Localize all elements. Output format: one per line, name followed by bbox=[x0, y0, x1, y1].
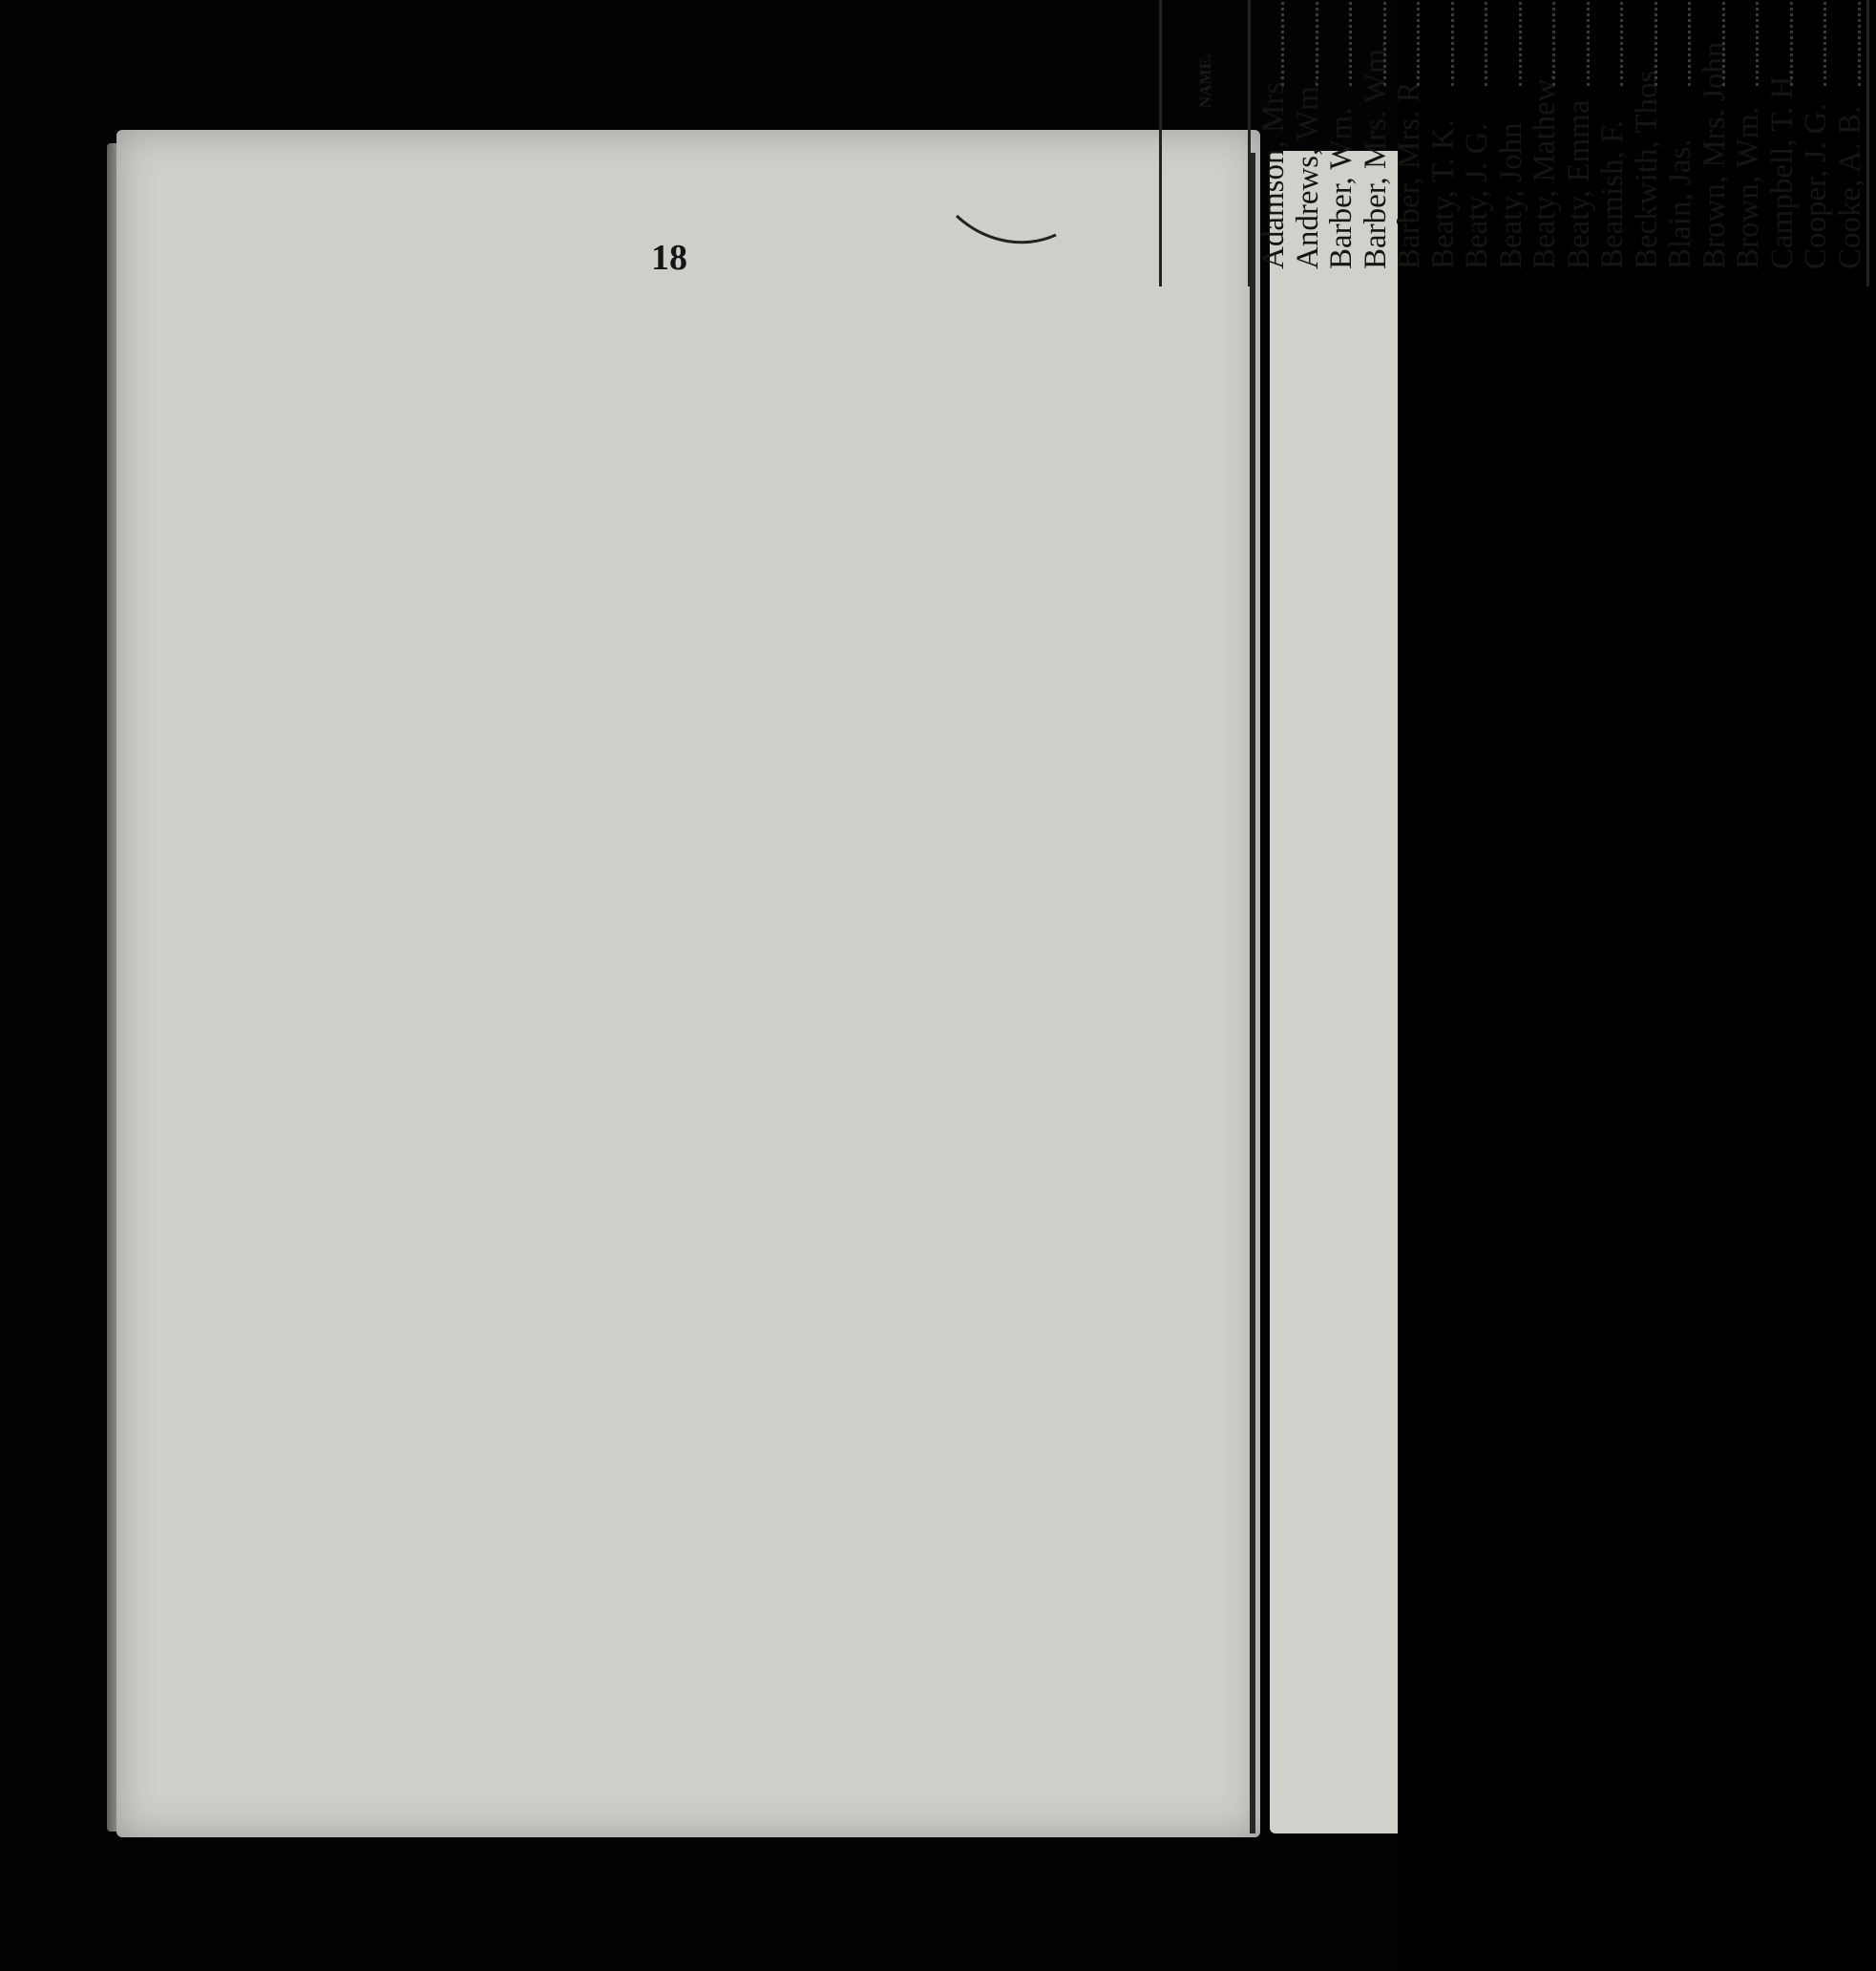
dot-leader bbox=[1281, 0, 1284, 86]
table-row bbox=[1459, 0, 1494, 286]
table-row bbox=[1798, 0, 1833, 286]
table-row bbox=[1697, 0, 1732, 286]
right-page bbox=[1270, 151, 1398, 1833]
table-row bbox=[1561, 0, 1596, 286]
contributor-name: Cooke, A. B. bbox=[1832, 105, 1867, 269]
table-row bbox=[1832, 0, 1867, 286]
cell-name bbox=[1323, 0, 1359, 286]
dot-leader bbox=[1316, 0, 1318, 86]
dot-leader bbox=[1349, 0, 1352, 86]
dot-leader bbox=[1655, 0, 1657, 86]
cell-name bbox=[1255, 0, 1291, 286]
contributor-name: Blain, Jas. bbox=[1663, 138, 1697, 269]
contributor-name: Barber, Mrs. Wm. bbox=[1358, 40, 1393, 269]
cell-name bbox=[1594, 0, 1630, 286]
table-row bbox=[1527, 0, 1562, 286]
dot-leader bbox=[1552, 0, 1555, 86]
table-row bbox=[1594, 0, 1630, 286]
contributor-name: Beckwith, Thos. bbox=[1629, 62, 1664, 269]
dot-leader bbox=[1756, 0, 1759, 86]
contributor-name: Barber, Mrs. R. bbox=[1392, 74, 1426, 269]
table-row bbox=[1255, 0, 1291, 286]
table-row bbox=[1629, 0, 1664, 286]
contributor-name: Beaty, T. K. bbox=[1425, 118, 1461, 269]
cell-name bbox=[1832, 0, 1867, 286]
cell-name bbox=[1459, 0, 1494, 286]
dot-leader bbox=[1485, 0, 1487, 86]
contributor-name: Beaty, Emma bbox=[1561, 99, 1596, 269]
book-gutter bbox=[1250, 153, 1255, 1833]
table-row bbox=[1290, 0, 1325, 286]
contributor-name: Adamson, Mrs. bbox=[1256, 74, 1291, 269]
contributor-name: Brown, Mrs. John bbox=[1697, 41, 1732, 269]
dot-leader bbox=[1383, 0, 1386, 86]
cell-name bbox=[1798, 0, 1833, 286]
cell-name bbox=[1425, 0, 1461, 286]
contributor-name: Barber, Wm. bbox=[1324, 107, 1359, 269]
table-row bbox=[1391, 0, 1426, 286]
contributions-table-frame bbox=[1064, 0, 1876, 286]
cell-name bbox=[1764, 0, 1800, 286]
cell-name bbox=[1290, 0, 1325, 286]
table-title bbox=[1064, 0, 1116, 286]
contributor-name: Campbell, T. H. bbox=[1764, 68, 1800, 269]
pen-mark-icon bbox=[955, 212, 1060, 250]
dot-leader bbox=[1790, 0, 1793, 86]
table-row bbox=[1493, 0, 1528, 286]
contributor-name: Beamish, F. bbox=[1595, 120, 1630, 269]
table-header-rule bbox=[1248, 0, 1251, 286]
contributor-name: Beaty, J. G. bbox=[1460, 123, 1494, 269]
cell-name bbox=[1730, 0, 1765, 286]
dot-leader bbox=[1519, 0, 1522, 86]
dot-leader bbox=[1722, 0, 1725, 86]
dot-leader bbox=[1688, 0, 1691, 86]
contributor-name: Brown, Wm. bbox=[1731, 106, 1765, 269]
cell-name bbox=[1561, 0, 1596, 286]
dot-leader bbox=[1620, 0, 1623, 86]
page-number: 18 bbox=[651, 238, 687, 278]
contributor-name: Cooper, J. G. bbox=[1799, 103, 1833, 269]
cell-name bbox=[1358, 0, 1393, 286]
cell-name bbox=[1493, 0, 1528, 286]
table-row bbox=[1662, 0, 1697, 286]
table-row bbox=[1323, 0, 1359, 286]
table-top-rule bbox=[1159, 0, 1162, 286]
table-row bbox=[1730, 0, 1765, 286]
contributor-name: Beaty, Mathew. bbox=[1528, 73, 1562, 269]
cell-name bbox=[1662, 0, 1697, 286]
dot-leader bbox=[1451, 0, 1454, 86]
contributor-name: Andrews, Wm. bbox=[1290, 77, 1325, 269]
dot-leader bbox=[1823, 0, 1826, 86]
cell-name bbox=[1697, 0, 1732, 286]
table-row bbox=[1358, 0, 1393, 286]
left-page bbox=[116, 130, 1260, 1837]
table-row bbox=[1425, 0, 1461, 286]
cell-name bbox=[1527, 0, 1562, 286]
dot-leader bbox=[1417, 0, 1420, 86]
cell-name bbox=[1629, 0, 1664, 286]
cell-name bbox=[1391, 0, 1426, 286]
dot-leader bbox=[1587, 0, 1590, 86]
dot-leader bbox=[1858, 0, 1861, 86]
contributor-name: Beaty, John bbox=[1493, 122, 1528, 269]
table-row bbox=[1764, 0, 1800, 286]
header-name: NAME. bbox=[1196, 53, 1214, 109]
